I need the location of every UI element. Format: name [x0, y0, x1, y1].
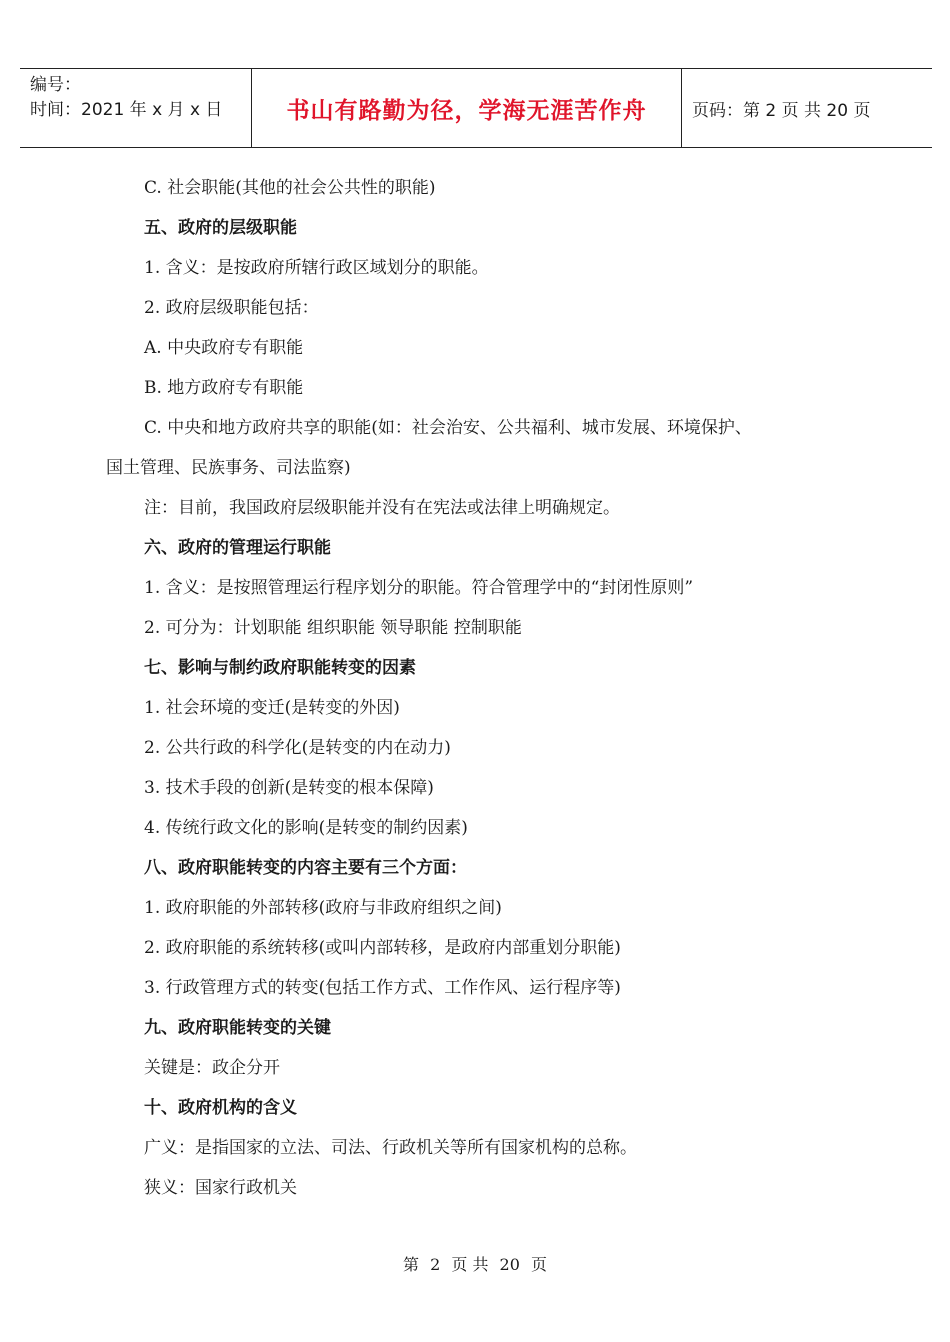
paragraph-line: 2. 公共行政的科学化(是转变的内在动力) [144, 738, 451, 758]
paragraph-line: 3. 行政管理方式的转变(包括工作方式、工作作风、运行程序等) [144, 978, 621, 998]
paragraph-line: 狭义：国家行政机关 [144, 1178, 297, 1198]
footer-middle: 页 共 [451, 1255, 489, 1274]
paragraph-line: 2. 可分为：计划职能 组织职能 领导职能 控制职能 [144, 618, 522, 638]
paragraph-line: 1. 政府职能的外部转移(政府与非政府组织之间) [144, 898, 502, 918]
paragraph-line: 2. 政府职能的系统转移(或叫内部转移，是政府内部重划分职能) [144, 938, 621, 958]
paragraph-line: 广义：是指国家的立法、司法、行政机关等所有国家机构的总称。 [144, 1138, 637, 1158]
paragraph-line: 3. 技术手段的创新(是转变的根本保障) [144, 778, 434, 798]
paragraph-line: A. 中央政府专有职能 [144, 338, 304, 358]
paragraph-line: B. 地方政府专有职能 [144, 378, 304, 398]
paragraph-line: C. 中央和地方政府共享的职能(如：社会治安、公共福利、城市发展、环境保护、 [144, 418, 752, 438]
footer-suffix: 页 [531, 1255, 548, 1274]
paragraph-line-continued: 国土管理、民族事务、司法监察) [106, 458, 351, 478]
paragraph-line: C. 社会职能(其他的社会公共性的职能) [144, 178, 436, 198]
header-motto: 书山有路勤为径，学海无涯苦作舟 [286, 97, 647, 124]
header-page-info: 页码：第 2 页 共 20 页 [692, 100, 871, 121]
paragraph-line: 1. 社会环境的变迁(是转变的外因) [144, 698, 400, 718]
paragraph-line: 1. 含义：是按照管理运行程序划分的职能。符合管理学中的“封闭性原则” [144, 578, 694, 598]
header-motto-cell [252, 69, 682, 147]
footer-total-pages: 20 [499, 1255, 520, 1274]
paragraph-line: 4. 传统行政文化的影响(是转变的制约因素) [144, 818, 468, 838]
section-heading: 九、政府职能转变的关键 [144, 1018, 331, 1038]
header-meta [20, 69, 252, 147]
header-page-info-cell [682, 69, 932, 147]
paragraph-line: 1. 含义：是按政府所辖行政区域划分的职能。 [144, 258, 489, 278]
page-footer [0, 1252, 950, 1275]
section-heading: 六、政府的管理运行职能 [144, 538, 331, 558]
footer-prefix: 第 [402, 1255, 419, 1274]
section-heading: 七、影响与制约政府职能转变的因素 [144, 658, 416, 678]
footer-current-page: 2 [430, 1255, 441, 1274]
paragraph-note: 注：目前，我国政府层级职能并没有在宪法或法律上明确规定。 [144, 498, 620, 518]
section-heading: 八、政府职能转变的内容主要有三个方面： [144, 858, 467, 878]
document-body [0, 168, 950, 1208]
document-time: 时间：2021 年 x 月 x 日 [30, 100, 223, 120]
paragraph-line: 关键是：政企分开 [144, 1058, 280, 1078]
page-header [20, 68, 932, 148]
section-heading: 五、政府的层级职能 [144, 218, 297, 238]
section-heading: 十、政府机构的含义 [144, 1098, 297, 1118]
paragraph-line: 2. 政府层级职能包括： [144, 298, 319, 318]
document-number-label: 编号： [30, 75, 81, 95]
